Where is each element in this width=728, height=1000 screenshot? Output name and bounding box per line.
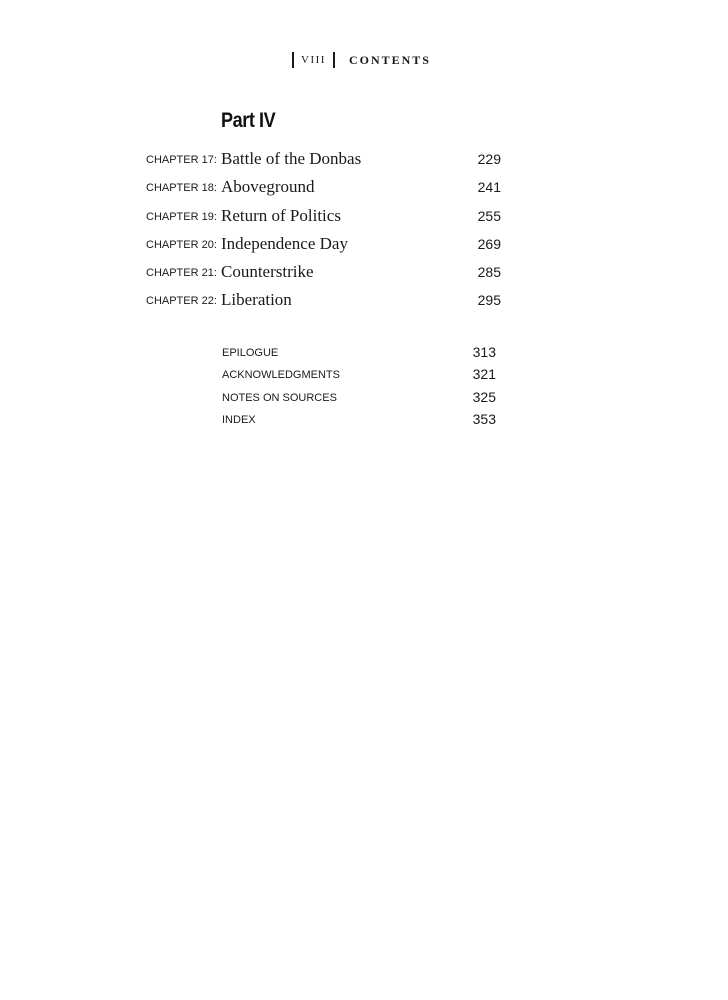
chapter-title: Aboveground [221, 177, 315, 197]
chapter-label: CHAPTER 22: [146, 295, 217, 308]
toc-entry[interactable] [0, 409, 728, 431]
backmatter-label: EPILOGUE [222, 347, 279, 359]
toc-entry[interactable] [0, 342, 728, 364]
chapter-title: Independence Day [221, 233, 348, 253]
chapter-page-number: 269 [477, 235, 501, 252]
chapter-label: CHAPTER 20: [146, 238, 217, 251]
backmatter-label: NOTES ON SOURCES [222, 391, 337, 404]
chapter-label: CHAPTER 19: [146, 210, 217, 223]
chapter-title: Return of Politics [221, 205, 341, 225]
toc-entry[interactable] [0, 387, 728, 409]
backmatter-list [0, 342, 728, 431]
header-page-number: VIII [301, 54, 326, 66]
chapter-page-number: 241 [477, 179, 501, 196]
header-title: CONTENTS [348, 52, 431, 67]
backmatter-page-number: 313 [472, 344, 496, 360]
toc-entry[interactable] [0, 203, 728, 231]
chapter-label: CHAPTER 18: [146, 182, 217, 195]
toc-entry[interactable] [0, 174, 728, 202]
toc-entry[interactable] [0, 287, 728, 315]
chapter-page-number: 255 [477, 207, 501, 224]
chapter-title: Liberation [221, 290, 292, 310]
toc-entry[interactable] [0, 231, 728, 259]
chapter-title: Counterstrike [221, 262, 314, 282]
backmatter-page-number: 325 [472, 388, 496, 405]
running-header [292, 52, 431, 68]
backmatter-label: INDEX [222, 413, 256, 426]
chapter-label: CHAPTER 17: [146, 154, 217, 166]
chapter-page-number: 285 [477, 264, 501, 281]
backmatter-page-number: 321 [472, 366, 496, 383]
chapter-page-number: 229 [477, 151, 501, 167]
toc-entry[interactable] [0, 146, 728, 174]
backmatter-label: ACKNOWLEDGMENTS [222, 369, 340, 382]
toc-entry[interactable] [0, 259, 728, 287]
toc-entry[interactable] [0, 364, 728, 386]
header-rule-right [333, 52, 335, 68]
backmatter-page-number: 353 [472, 410, 496, 427]
chapter-label: CHAPTER 21: [146, 267, 217, 280]
chapter-page-number: 295 [477, 292, 501, 309]
header-rule-left [292, 52, 294, 68]
chapter-title: Battle of the Donbas [221, 149, 362, 168]
chapter-list [0, 146, 728, 316]
part-heading: Part IV [221, 109, 276, 132]
